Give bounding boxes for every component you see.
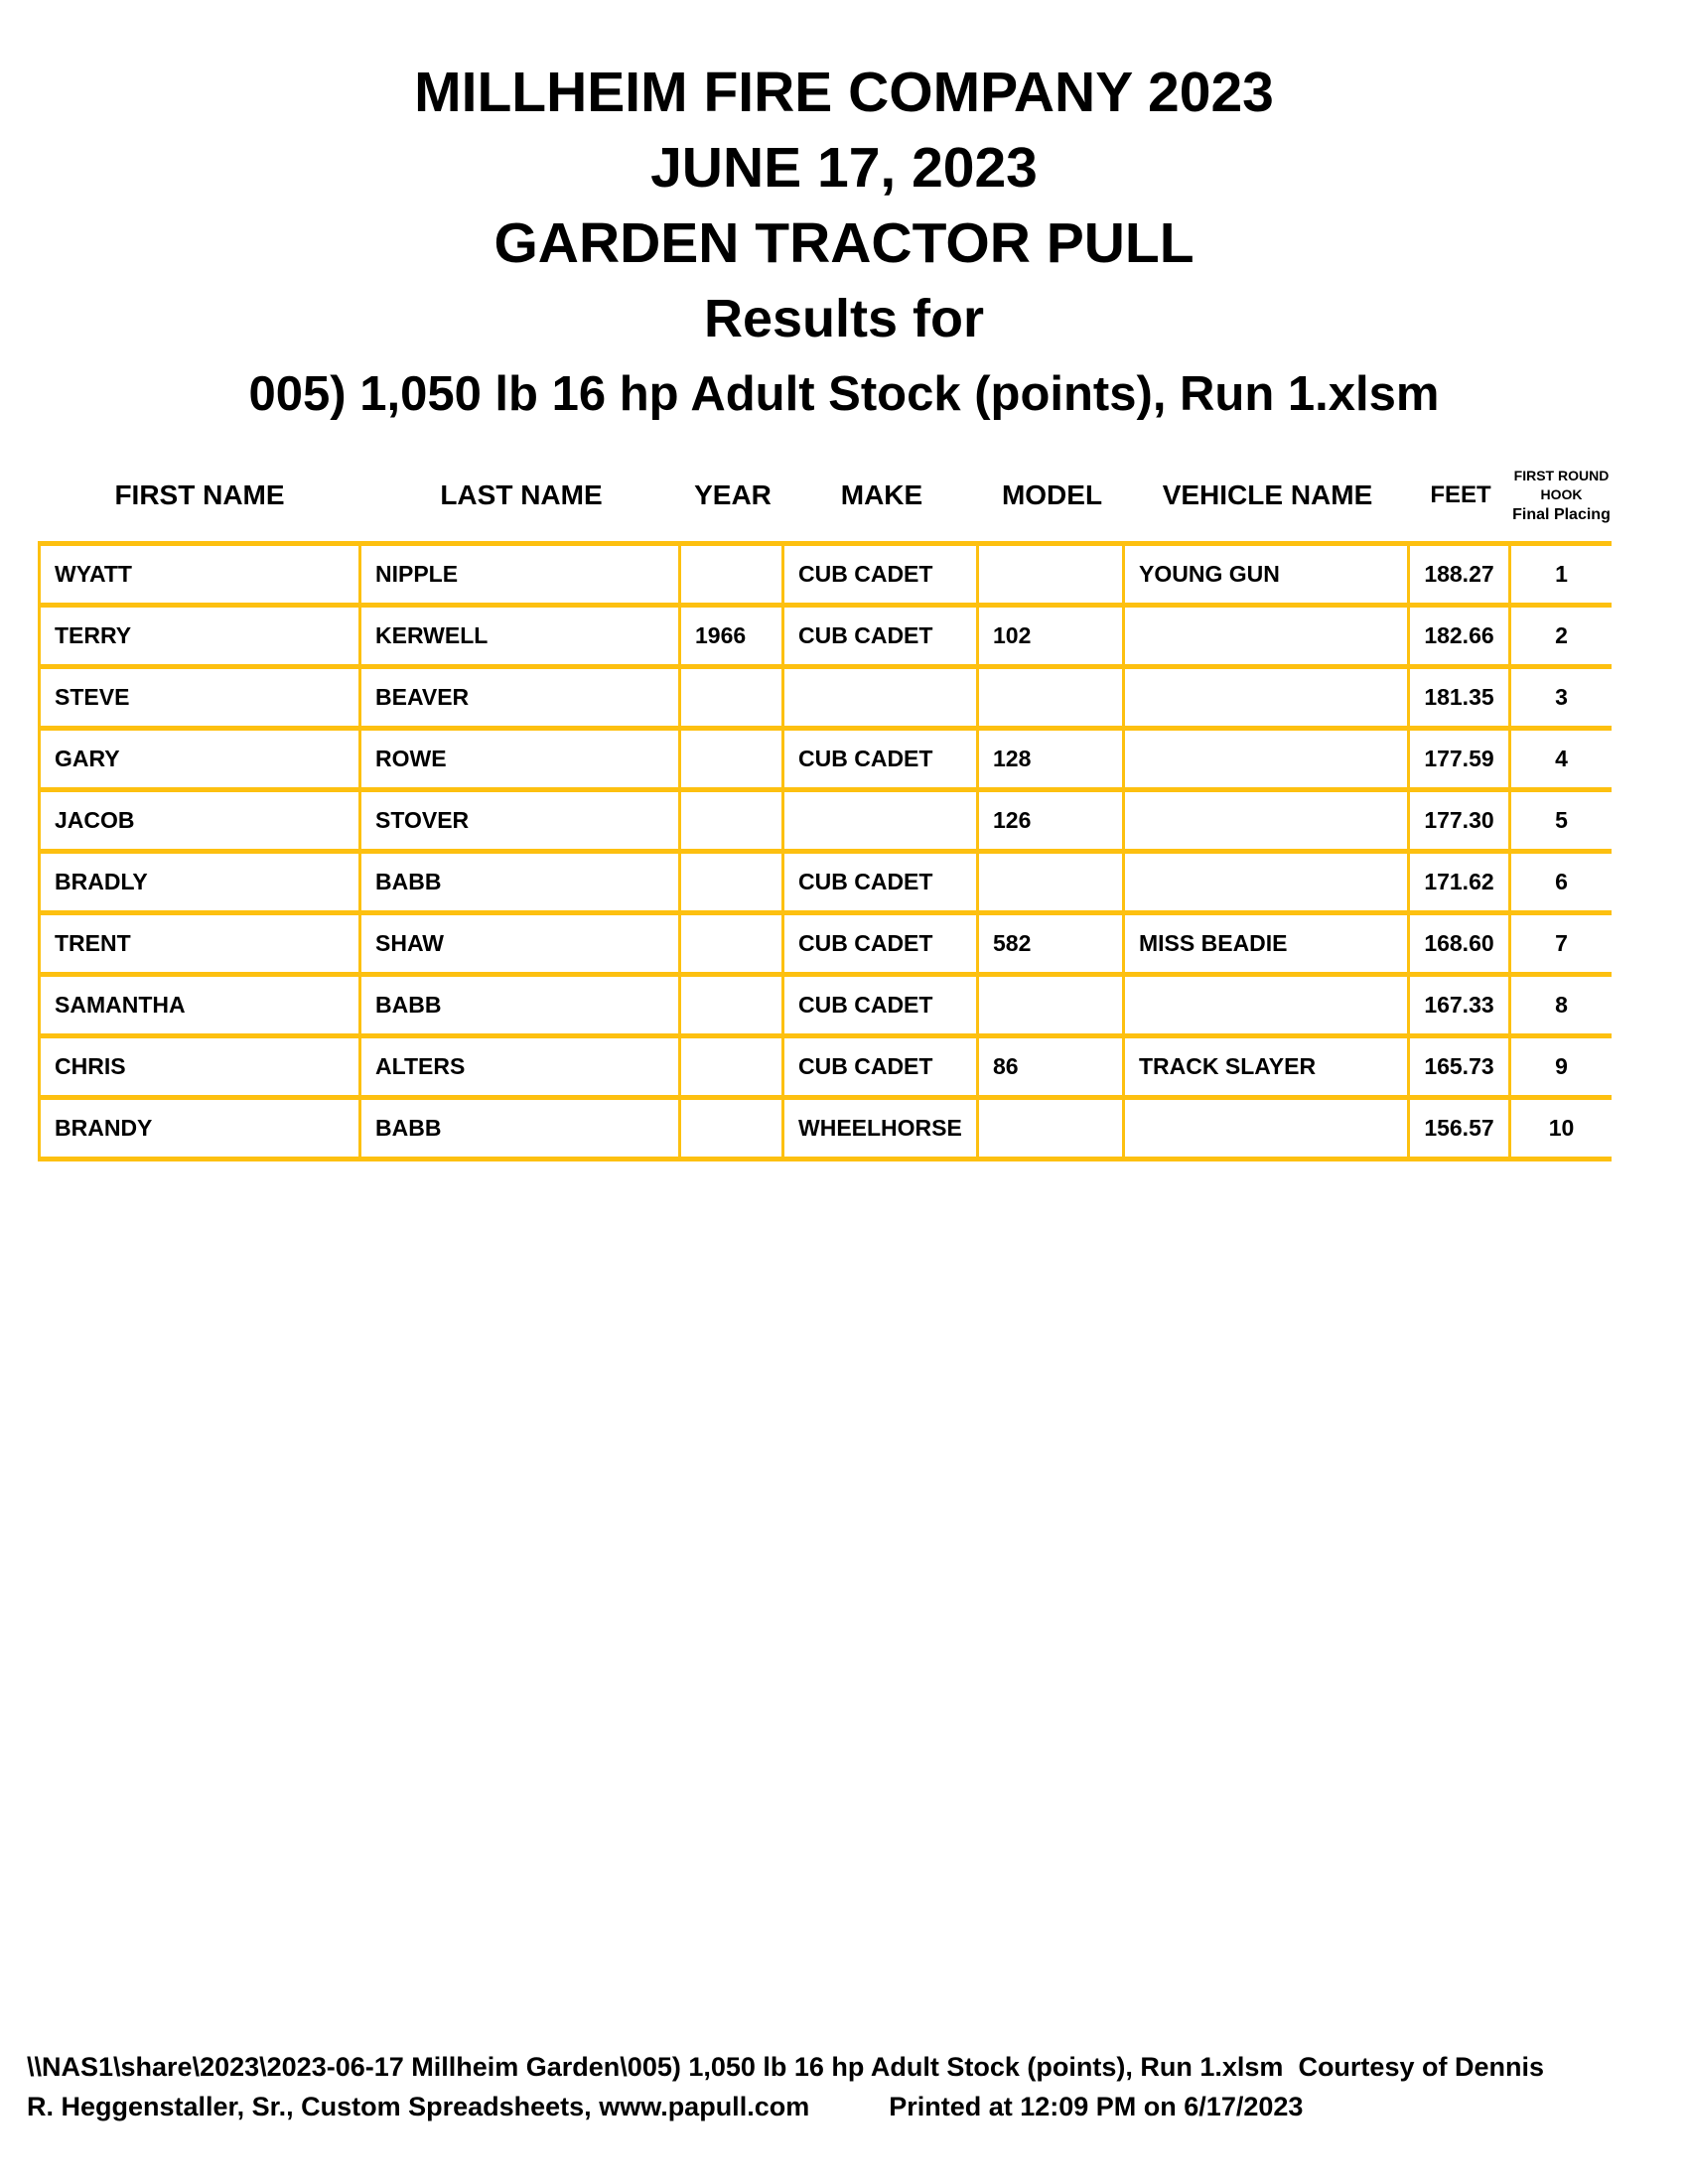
table-row — [38, 664, 1612, 726]
cell-last-name: BABB — [361, 854, 681, 910]
cell-make: CUB CADET — [784, 731, 979, 787]
cell-vehicle-name — [1125, 731, 1410, 787]
cell-vehicle-name — [1125, 1100, 1410, 1157]
cell-placing: 6 — [1555, 869, 1568, 894]
footer-credit-text: R. Heggenstaller, Sr., Custom Spreadsheets, www.papull.com — [27, 2092, 810, 2121]
cell-make: WHEELHORSE — [784, 1100, 979, 1157]
cell-make: CUB CADET — [784, 608, 979, 664]
cell-year — [681, 669, 784, 726]
cell-feet: 181.35 — [1410, 669, 1511, 726]
cell-year — [681, 546, 784, 603]
col-header-make: MAKE — [840, 479, 923, 510]
cell-make — [784, 669, 979, 726]
col-header-model: MODEL — [1001, 479, 1103, 510]
cell-make: CUB CADET — [784, 915, 979, 972]
table-row — [38, 787, 1612, 849]
cell-placing: 3 — [1555, 684, 1568, 710]
cell-year — [681, 1100, 784, 1157]
cell-year — [681, 854, 784, 910]
cell-first-name: JACOB — [38, 792, 361, 849]
table-row — [38, 972, 1612, 1033]
title-block — [0, 55, 1688, 432]
cell-placing: 2 — [1555, 622, 1568, 648]
cell-last-name: ROWE — [361, 731, 681, 787]
cell-make: CUB CADET — [784, 977, 979, 1033]
cell-first-name: TRENT — [38, 915, 361, 972]
footer-printed-timestamp: Printed at 12:09 PM on 6/17/2023 — [889, 2092, 1304, 2121]
col-header-placing-line3: Final Placing — [1512, 505, 1611, 523]
cell-placing: 1 — [1555, 561, 1568, 587]
title-event: MILLHEIM FIRE COMPANY 2023 — [414, 61, 1274, 124]
footer-file-path: \\NAS1\share\2023\2023-06-17 Millheim Garden\005) 1,050 lb 16 hp Adult Stock (points), Run 1.xlsm Courtesy of Dennis — [27, 2052, 1544, 2082]
cell-model — [979, 546, 1125, 603]
cell-placing: 4 — [1555, 746, 1568, 771]
cell-feet: 177.59 — [1410, 731, 1511, 787]
col-header-last-name: LAST NAME — [440, 479, 603, 510]
cell-model — [979, 854, 1125, 910]
cell-placing: 9 — [1555, 1053, 1568, 1079]
cell-make: CUB CADET — [784, 854, 979, 910]
col-header-placing-line2: HOOK — [1540, 485, 1583, 502]
cell-feet: 168.60 — [1410, 915, 1511, 972]
table-row — [38, 910, 1612, 972]
cell-feet: 171.62 — [1410, 854, 1511, 910]
cell-make — [784, 792, 979, 849]
cell-make: CUB CADET — [784, 1038, 979, 1095]
cell-feet: 165.73 — [1410, 1038, 1511, 1095]
cell-first-name: TERRY — [38, 608, 361, 664]
cell-first-name: GARY — [38, 731, 361, 787]
cell-last-name: STOVER — [361, 792, 681, 849]
cell-last-name: BABB — [361, 977, 681, 1033]
cell-first-name: CHRIS — [38, 1038, 361, 1095]
column-header-row — [38, 455, 1612, 536]
cell-feet: 182.66 — [1410, 608, 1511, 664]
table-row — [38, 1095, 1612, 1157]
results-table — [38, 541, 1612, 1161]
cell-year — [681, 792, 784, 849]
title-class-file: 005) 1,050 lb 16 hp Adult Stock (points), Run 1.xlsm — [248, 367, 1440, 421]
footer-credit-line — [27, 2087, 1665, 2126]
cell-last-name: NIPPLE — [361, 546, 681, 603]
col-header-placing-line1: FIRST ROUND — [1513, 467, 1610, 483]
cell-vehicle-name: TRACK SLAYER — [1125, 1038, 1410, 1095]
cell-last-name: SHAW — [361, 915, 681, 972]
cell-vehicle-name — [1125, 792, 1410, 849]
table-row — [38, 603, 1612, 664]
cell-placing: 10 — [1548, 1115, 1575, 1141]
cell-model: 126 — [979, 792, 1125, 849]
col-header-placing — [1511, 469, 1612, 523]
cell-make: CUB CADET — [784, 546, 979, 603]
cell-last-name: BABB — [361, 1100, 681, 1157]
cell-placing: 8 — [1555, 992, 1568, 1018]
cell-year — [681, 977, 784, 1033]
cell-feet: 177.30 — [1410, 792, 1511, 849]
title-results-label: Results for — [703, 289, 985, 348]
table-row — [38, 541, 1612, 603]
cell-feet: 188.27 — [1410, 546, 1511, 603]
cell-year: 1966 — [681, 608, 784, 664]
col-header-feet: FEET — [1430, 481, 1491, 508]
cell-vehicle-name — [1125, 977, 1410, 1033]
cell-first-name: SAMANTHA — [38, 977, 361, 1033]
cell-first-name: BRANDY — [38, 1100, 361, 1157]
cell-last-name: BEAVER — [361, 669, 681, 726]
table-row — [38, 849, 1612, 910]
title-contest: GARDEN TRACTOR PULL — [493, 211, 1195, 275]
cell-last-name: KERWELL — [361, 608, 681, 664]
cell-model: 86 — [979, 1038, 1125, 1095]
cell-first-name: STEVE — [38, 669, 361, 726]
table-row — [38, 726, 1612, 787]
cell-vehicle-name — [1125, 608, 1410, 664]
cell-vehicle-name — [1125, 669, 1410, 726]
cell-model — [979, 977, 1125, 1033]
cell-vehicle-name — [1125, 854, 1410, 910]
cell-placing: 7 — [1555, 930, 1568, 956]
page-footer — [27, 2047, 1665, 2126]
cell-last-name: ALTERS — [361, 1038, 681, 1095]
cell-feet: 156.57 — [1410, 1100, 1511, 1157]
title-date: JUNE 17, 2023 — [650, 136, 1038, 200]
cell-model — [979, 669, 1125, 726]
cell-year — [681, 1038, 784, 1095]
table-row — [38, 1033, 1612, 1095]
cell-vehicle-name: MISS BEADIE — [1125, 915, 1410, 972]
cell-model: 128 — [979, 731, 1125, 787]
cell-model: 582 — [979, 915, 1125, 972]
cell-model: 102 — [979, 608, 1125, 664]
cell-vehicle-name: YOUNG GUN — [1125, 546, 1410, 603]
cell-year — [681, 915, 784, 972]
cell-year — [681, 731, 784, 787]
col-header-vehicle-name: VEHICLE NAME — [1162, 479, 1373, 510]
cell-model — [979, 1100, 1125, 1157]
cell-feet: 167.33 — [1410, 977, 1511, 1033]
cell-placing: 5 — [1555, 807, 1568, 833]
col-header-first-name: FIRST NAME — [114, 479, 285, 510]
col-header-year: YEAR — [694, 479, 772, 510]
cell-first-name: BRADLY — [38, 854, 361, 910]
cell-first-name: WYATT — [38, 546, 361, 603]
